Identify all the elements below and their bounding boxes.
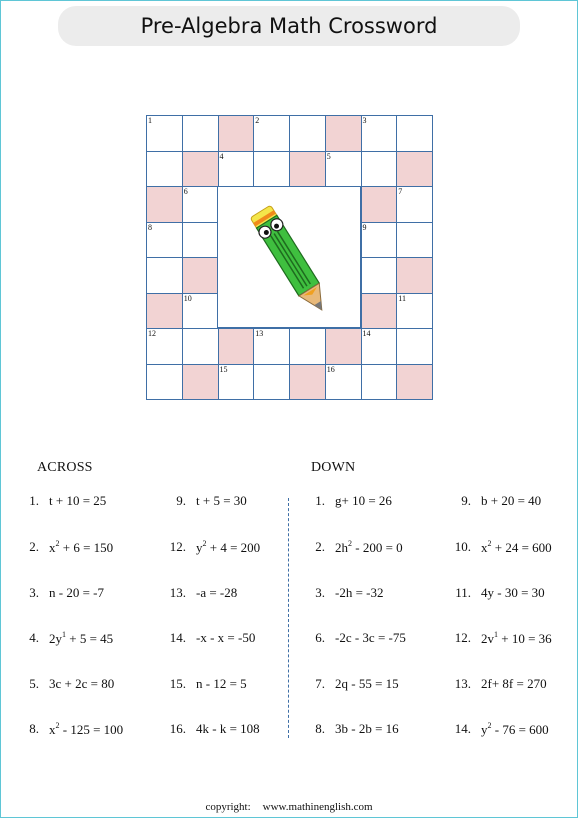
clue-number-label: 2.	[29, 539, 39, 554]
clue-item	[169, 676, 247, 692]
clue-text: + 24 = 600	[494, 540, 552, 555]
column-divider	[288, 498, 289, 738]
clue-number: 13	[255, 329, 264, 338]
crossword-grid	[146, 115, 432, 399]
exponent: 2	[55, 539, 60, 548]
title-banner	[58, 6, 520, 46]
copyright-site-link[interactable]: www.mathinenglish.com	[262, 801, 373, 813]
crossword-cell[interactable]	[325, 364, 362, 401]
clue-item	[29, 539, 114, 556]
clue-number-label: 1.	[315, 493, 325, 508]
crossword-cell[interactable]	[361, 364, 398, 401]
clue-item	[29, 493, 107, 509]
clue-item	[169, 630, 256, 646]
crossword-cell[interactable]	[146, 364, 183, 401]
crossword-cell[interactable]	[182, 186, 219, 223]
clue-number: 1	[148, 116, 152, 125]
clue-number-label: 15.	[169, 676, 186, 691]
clue-item	[455, 585, 545, 601]
crossword-cell[interactable]	[361, 257, 398, 294]
crossword-center-panel	[217, 186, 361, 328]
clue-text: + 4 = 200	[209, 540, 261, 555]
crossword-cell[interactable]	[361, 115, 398, 152]
crossword-cell[interactable]	[182, 222, 219, 259]
clue-text: y	[481, 722, 488, 737]
clue-item	[454, 676, 547, 692]
clue-number: 7	[398, 187, 403, 196]
crossword-cell[interactable]	[146, 186, 183, 223]
clue-number-label: 11.	[455, 585, 471, 600]
clue-text: t + 10 = 25	[49, 493, 107, 508]
exponent: 2	[487, 721, 492, 730]
page-title: Pre-Algebra Math Crossword	[140, 14, 438, 38]
clue-number-label: 8.	[29, 721, 39, 736]
clue-item	[169, 721, 260, 737]
crossword-cell[interactable]	[218, 328, 255, 365]
clue-text: 2f+ 8f = 270	[481, 676, 547, 691]
crossword-cell[interactable]	[396, 328, 433, 365]
crossword-cell[interactable]	[289, 115, 326, 152]
clue-number-label: 7.	[315, 676, 325, 691]
footer	[0, 801, 578, 813]
crossword-cell[interactable]	[218, 115, 255, 152]
clue-number-label: 9.	[176, 493, 186, 508]
clue-item	[315, 676, 399, 692]
crossword-cell[interactable]	[396, 186, 433, 223]
clue-item	[315, 630, 406, 646]
exponent: 2	[348, 539, 352, 548]
crossword-cell[interactable]	[182, 328, 219, 365]
crossword-cell[interactable]	[325, 151, 362, 188]
clue-number: 2	[255, 116, 260, 125]
crossword-cell[interactable]	[146, 257, 183, 294]
exponent: 1	[494, 630, 498, 639]
clue-number: 10	[183, 293, 192, 303]
clue-text: n - 20 = -7	[49, 585, 104, 600]
clue-number: 8	[148, 222, 152, 232]
crossword-cell[interactable]	[146, 151, 183, 188]
crossword-cell[interactable]	[361, 293, 398, 330]
clue-item	[454, 630, 552, 647]
crossword-cell[interactable]	[146, 293, 183, 330]
clue-number-label: 14.	[454, 721, 471, 736]
clue-number: 3	[362, 116, 367, 125]
crossword-cell[interactable]	[396, 257, 433, 294]
exponent: 2	[202, 539, 207, 548]
clue-number: 5	[326, 151, 331, 161]
crossword-cell[interactable]	[361, 151, 398, 188]
clue-number-label: 12.	[169, 539, 186, 554]
exponent: 2	[487, 539, 492, 548]
clue-text: x	[49, 540, 56, 555]
down-heading: DOWN	[311, 460, 356, 475]
crossword-cell[interactable]	[253, 364, 290, 401]
clue-text: 2h	[335, 540, 348, 555]
clue-text: b + 20 = 40	[481, 493, 542, 508]
clue-number-label: 3.	[315, 585, 325, 600]
crossword-cell[interactable]	[182, 364, 219, 401]
crossword-cell[interactable]	[182, 115, 219, 152]
clue-number: 16	[326, 364, 335, 374]
clue-item	[454, 539, 552, 556]
clue-text: 4k - k = 108	[196, 721, 260, 736]
crossword-cell[interactable]	[396, 364, 433, 401]
clue-number: 11	[398, 293, 406, 303]
clue-number-label: 16.	[169, 721, 186, 736]
crossword-cell[interactable]	[396, 151, 433, 188]
clue-number-label: 13.	[454, 676, 471, 691]
clue-text: + 10 = 36	[501, 631, 552, 646]
crossword-cell[interactable]	[218, 364, 255, 401]
crossword-cell[interactable]	[289, 364, 326, 401]
exponent: 1	[62, 630, 66, 639]
crossword-cell[interactable]	[325, 115, 362, 152]
clue-text: -2c - 3c = -75	[335, 630, 406, 645]
clue-text: n - 12 = 5	[196, 676, 247, 691]
crossword-cell[interactable]	[253, 115, 290, 152]
crossword-cell[interactable]	[396, 293, 433, 330]
clue-number-label: 14.	[169, 630, 186, 645]
clue-text: 3c + 2c = 80	[49, 676, 115, 691]
clue-item	[454, 721, 549, 738]
crossword-cell[interactable]	[146, 222, 183, 259]
clue-item	[29, 676, 115, 692]
clue-text: 2q - 55 = 15	[335, 676, 399, 691]
crossword-cell[interactable]	[253, 328, 290, 365]
clue-number-label: 10.	[454, 539, 471, 554]
clue-item	[29, 721, 124, 738]
clue-text: x	[481, 540, 488, 555]
clue-text: - 76 = 600	[494, 722, 549, 737]
clue-item	[315, 585, 384, 601]
clue-item	[176, 493, 247, 509]
clue-number-label: 8.	[315, 721, 325, 736]
clue-number-label: 9.	[461, 493, 471, 508]
clue-item	[169, 585, 238, 601]
copyright-label: copyright:	[205, 801, 251, 813]
clue-text: - 125 = 100	[62, 722, 124, 737]
clue-number: 4	[219, 151, 224, 161]
clue-number-label: 1.	[29, 493, 39, 508]
crossword-cell[interactable]	[182, 293, 219, 330]
clue-text: 3b - 2b = 16	[335, 721, 399, 736]
clue-text: 4y - 30 = 30	[481, 585, 545, 600]
clue-text: -a = -28	[196, 585, 238, 600]
crossword-cell[interactable]	[396, 222, 433, 259]
clue-item	[29, 630, 114, 647]
clue-text: 2y	[49, 631, 62, 646]
clue-text: t + 5 = 30	[196, 493, 247, 508]
clue-item	[461, 493, 542, 509]
crossword-cell[interactable]	[289, 151, 326, 188]
clue-number: 14	[362, 329, 371, 338]
crossword-cell[interactable]	[218, 151, 255, 188]
exponent: 2	[55, 721, 60, 730]
pencil-mascot-icon	[218, 187, 362, 329]
across-heading: ACROSS	[37, 460, 93, 475]
clue-item	[315, 493, 392, 509]
clue-item	[169, 539, 261, 556]
clue-number-label: 4.	[29, 630, 39, 645]
clue-item	[315, 539, 403, 556]
clue-number-label: 6.	[315, 630, 325, 645]
clue-number: 6	[183, 187, 188, 196]
crossword-cell[interactable]	[325, 328, 362, 365]
crossword-cell[interactable]	[361, 328, 398, 365]
clue-text: g+ 10 = 26	[335, 493, 392, 508]
crossword-cell[interactable]	[289, 328, 326, 365]
crossword-cell[interactable]	[253, 151, 290, 188]
crossword-cell[interactable]	[182, 151, 219, 188]
crossword-cell[interactable]	[146, 328, 183, 365]
clue-text: -x - x = -50	[196, 630, 256, 645]
crossword-cell[interactable]	[182, 257, 219, 294]
clue-number: 9	[362, 222, 367, 232]
clue-text: - 200 = 0	[355, 540, 403, 555]
clue-number-label: 2.	[315, 539, 325, 554]
clue-text: 2v	[481, 631, 494, 646]
clue-item	[29, 585, 104, 601]
clue-text: x	[49, 722, 56, 737]
crossword-cell[interactable]	[146, 115, 183, 152]
clue-number-label: 12.	[454, 630, 471, 645]
clue-number: 15	[219, 364, 228, 374]
crossword-cell[interactable]	[396, 115, 433, 152]
crossword-cell[interactable]	[361, 222, 398, 259]
clue-text: y	[196, 540, 203, 555]
clue-text: + 6 = 150	[62, 540, 114, 555]
clue-number-label: 3.	[29, 585, 39, 600]
clue-item	[315, 721, 399, 737]
clue-number-label: 13.	[169, 585, 186, 600]
clue-text: -2h = -32	[335, 585, 384, 600]
clue-number-label: 5.	[29, 676, 39, 691]
crossword-cell[interactable]	[361, 186, 398, 223]
clue-number: 12	[148, 329, 156, 338]
clue-text: + 5 = 45	[69, 631, 114, 646]
